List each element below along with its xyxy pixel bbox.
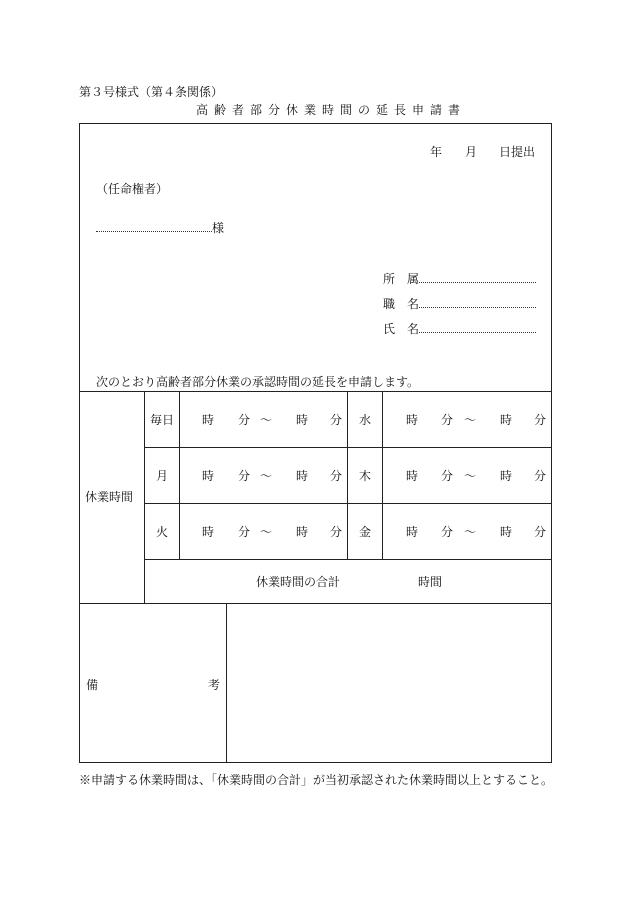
start-hour: 時: [406, 469, 419, 483]
divider-day-col-2: [347, 391, 348, 559]
start-minute: 分: [238, 469, 251, 483]
start-hour: 時: [202, 525, 215, 539]
total-label: 休業時間の合計: [256, 575, 341, 589]
remarks-field[interactable]: [227, 604, 551, 762]
divider-row-1: [144, 447, 552, 448]
day-tue: 火: [156, 525, 169, 539]
footnote: ※申請する休業時間は、「休業時間の合計」が当初承認された休業時間以上とすること。: [79, 773, 554, 787]
tilde: ～: [260, 469, 273, 483]
remarks-char-2: 考: [208, 678, 221, 692]
start-minute: 分: [441, 469, 454, 483]
divider-row-2: [144, 503, 552, 504]
tilde: ～: [260, 413, 273, 427]
authority-honorific: 様: [212, 221, 225, 235]
start-hour: 時: [406, 525, 419, 539]
start-hour: 時: [202, 413, 215, 427]
leave-hours-label: 休業時間: [85, 490, 134, 504]
divider-row-3: [144, 559, 552, 560]
authority-name-field[interactable]: [96, 220, 212, 232]
end-hour: 時: [296, 525, 309, 539]
end-hour: 時: [500, 469, 513, 483]
application-statement: 次のとおり高齢者部分休業の承認時間の延長を申請します。: [96, 375, 420, 389]
divider-time-col-2: [382, 391, 383, 559]
position-field[interactable]: [419, 296, 536, 308]
start-minute: 分: [441, 525, 454, 539]
start-minute: 分: [238, 525, 251, 539]
day-everyday: 毎日: [150, 413, 175, 427]
form-title: 高齢者部分休業時間の延長申請書: [196, 103, 467, 117]
tilde: ～: [464, 525, 477, 539]
end-minute: 分: [534, 525, 547, 539]
end-minute: 分: [534, 469, 547, 483]
position-label: 職 名: [383, 297, 420, 311]
day-thu: 木: [359, 469, 372, 483]
divider-top: [79, 391, 552, 392]
start-minute: 分: [238, 413, 251, 427]
date-month: 月: [465, 145, 478, 159]
end-hour: 時: [500, 525, 513, 539]
day-wed: 水: [359, 413, 372, 427]
tilde: ～: [464, 413, 477, 427]
end-hour: 時: [296, 469, 309, 483]
day-fri: 金: [359, 525, 372, 539]
end-hour: 時: [500, 413, 513, 427]
end-minute: 分: [330, 469, 343, 483]
total-unit: 時間: [418, 575, 443, 589]
tilde: ～: [260, 525, 273, 539]
form-number: 第３号様式（第４条関係）: [79, 85, 224, 99]
start-hour: 時: [406, 413, 419, 427]
affiliation-field[interactable]: [419, 271, 536, 283]
date-submitted: 日提出: [499, 145, 536, 159]
divider-day-col-1: [179, 391, 180, 559]
divider-label-col: [144, 391, 145, 603]
tilde: ～: [464, 469, 477, 483]
authority-name-line[interactable]: [96, 220, 224, 234]
end-hour: 時: [296, 413, 309, 427]
end-minute: 分: [534, 413, 547, 427]
name-row[interactable]: [383, 321, 536, 335]
name-label: 氏 名: [383, 322, 420, 336]
start-minute: 分: [441, 413, 454, 427]
date-year: 年: [430, 145, 443, 159]
remarks-char-1: 備: [86, 678, 99, 692]
name-field[interactable]: [419, 321, 536, 333]
start-hour: 時: [202, 469, 215, 483]
affiliation-label: 所 属: [383, 272, 420, 286]
affiliation-row[interactable]: [383, 271, 536, 285]
authority-label: （任命権者）: [96, 182, 169, 196]
day-mon: 月: [156, 469, 169, 483]
end-minute: 分: [330, 413, 343, 427]
end-minute: 分: [330, 525, 343, 539]
position-row[interactable]: [383, 296, 536, 310]
